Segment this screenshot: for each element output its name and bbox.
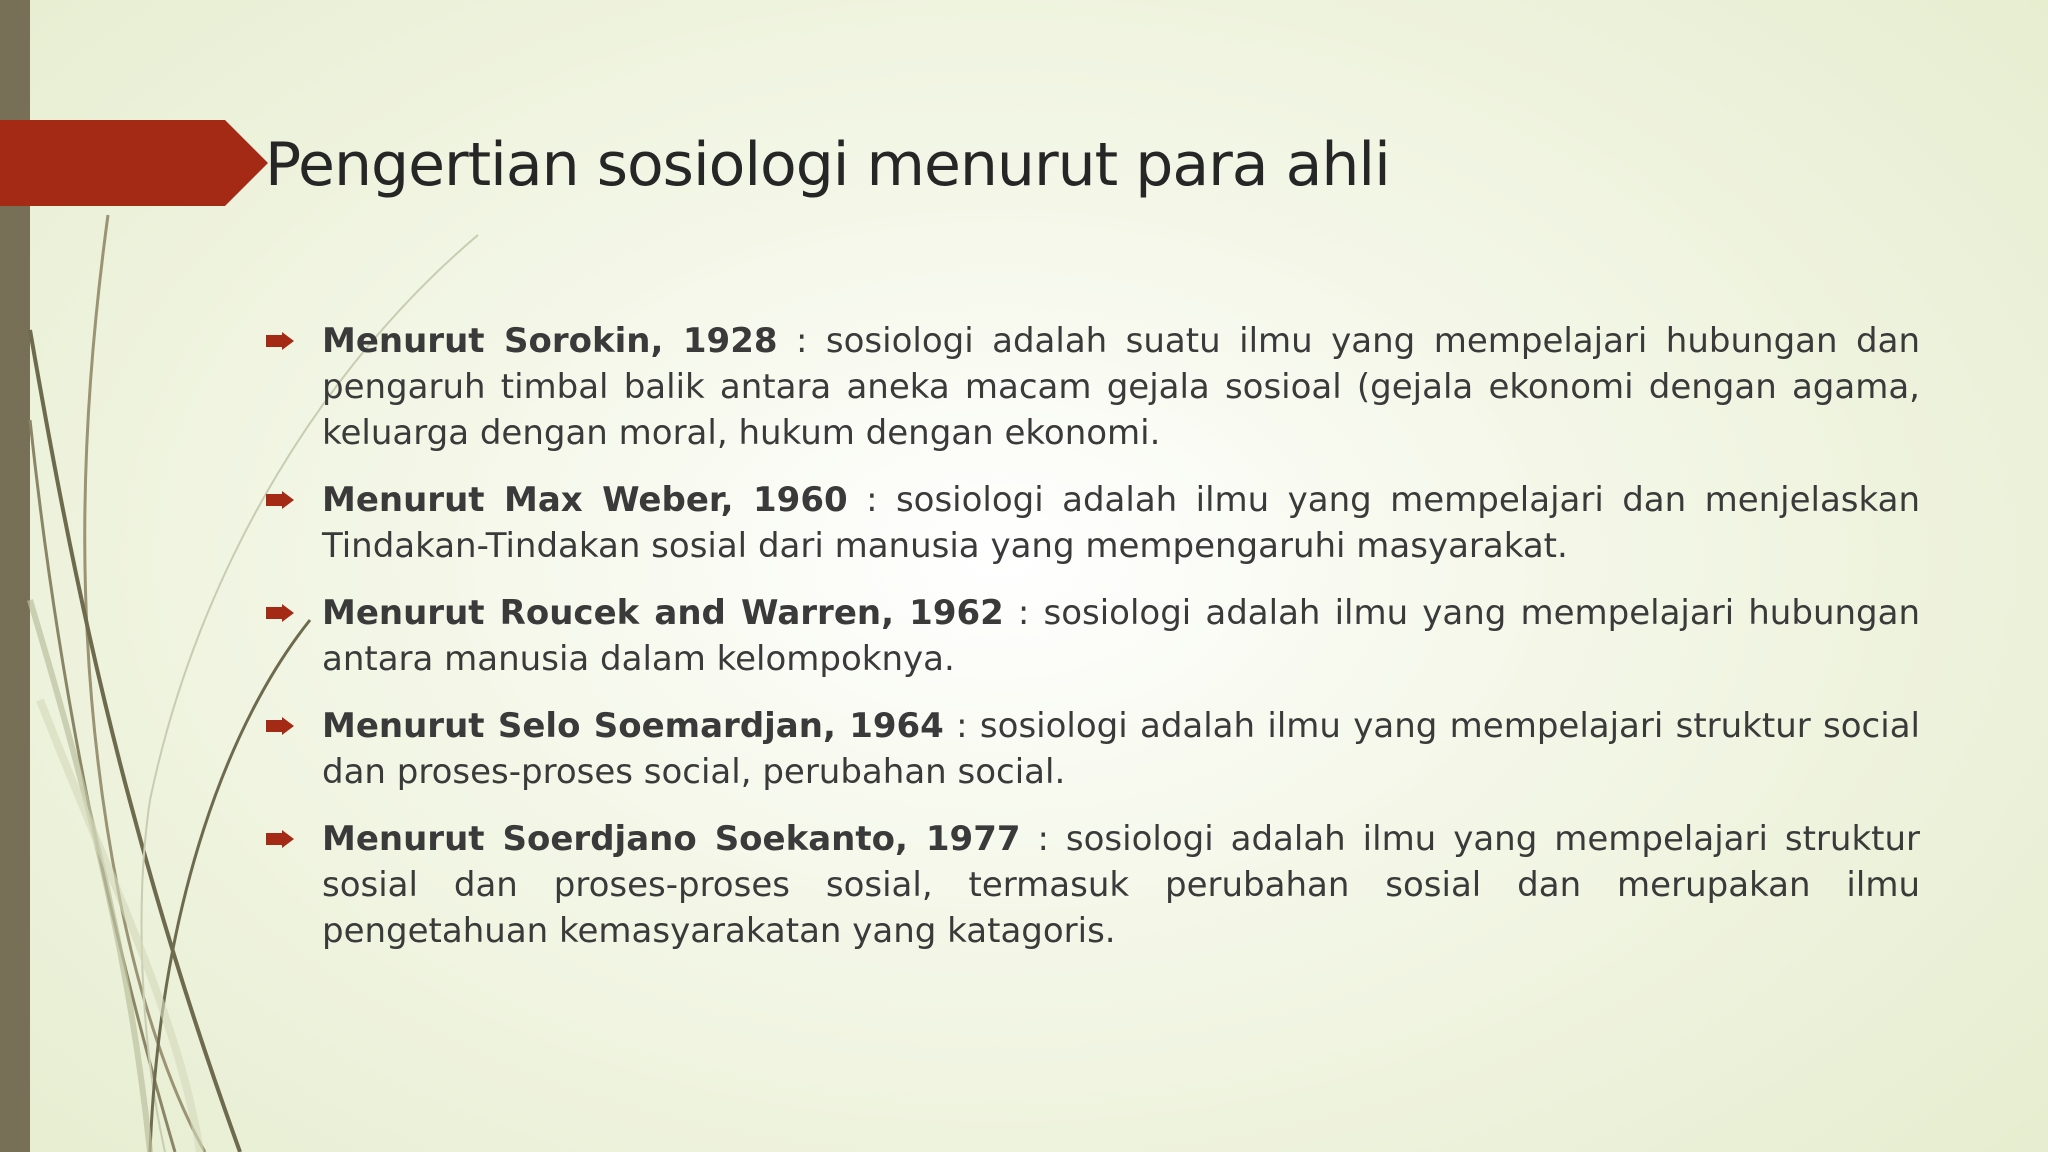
bullet-item-soekanto <box>262 816 1920 954</box>
bullet-author: Menurut Selo Soemardjan, 1964 <box>322 706 944 746</box>
bullet-text: : sosiologi adalah suatu ilmu yang mempelajari hubungan dan pengaruh timbal balik antara aneka macam gejala sosioal (gejala ekonomi dengan agama, keluarga dengan moral, hukum dengan ekonomi. <box>322 321 1920 453</box>
bullet-item-soemardjan <box>262 703 1920 795</box>
bullet-text: : sosiologi adalah ilmu yang mempelajari struktur social dan proses-proses social, perubahan social. <box>322 706 1920 792</box>
bullet-item-roucek-warren <box>262 590 1920 682</box>
bullet-item-weber <box>262 477 1920 569</box>
title-arrow-shape <box>0 120 268 206</box>
bullet-arrow-icon <box>266 830 294 848</box>
bullet-arrow-icon <box>266 332 294 350</box>
bullet-author: Menurut Roucek and Warren, 1962 <box>322 593 1004 633</box>
bullet-text: : sosiologi adalah ilmu yang mempelajari struktur sosial dan proses-proses sosial, termasuk perubahan sosial dan merupakan ilmu pengetahuan kemasyarakatan yang katagoris. <box>322 819 1920 951</box>
bullet-author: Menurut Max Weber, 1960 <box>322 480 848 520</box>
bullet-item-sorokin <box>262 318 1920 456</box>
bullet-text: : sosiologi adalah ilmu yang mempelajari hubungan antara manusia dalam kelompoknya. <box>322 593 1921 679</box>
bullet-arrow-icon <box>266 491 294 509</box>
bullet-arrow-icon <box>266 717 294 735</box>
bullet-text: : sosiologi adalah ilmu yang mempelajari dan menjelaskan Tindakan-Tindakan sosial dari manusia yang mempengaruhi masyarakat. <box>322 480 1920 566</box>
bullet-list <box>262 318 1920 975</box>
slide-title: Pengertian sosiologi menurut para ahli <box>265 130 1390 200</box>
bullet-arrow-icon <box>266 604 294 622</box>
bullet-author: Menurut Sorokin, 1928 <box>322 321 778 361</box>
bullet-author: Menurut Soerdjano Soekanto, 1977 <box>322 819 1021 859</box>
